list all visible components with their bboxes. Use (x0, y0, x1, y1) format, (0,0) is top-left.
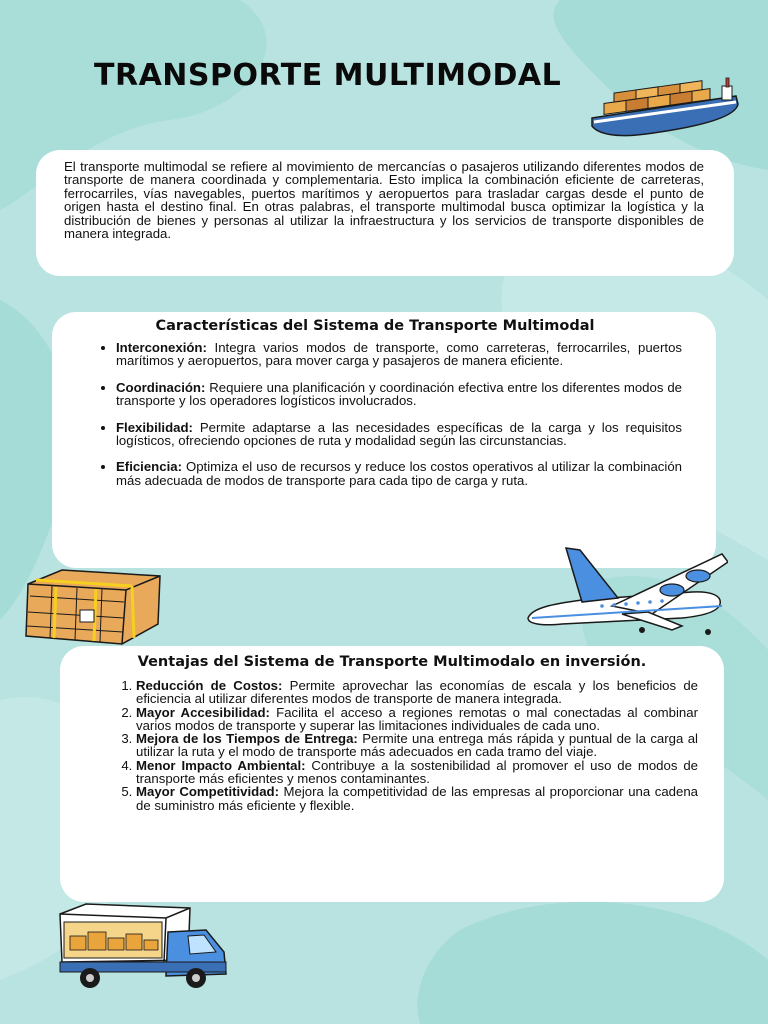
list-item (136, 732, 698, 759)
item-text: Permite una entrega más rápida y puntual de la carga al utilizar la ruta y el modo de transporte más adecuados en cada tramo del viaje. (136, 731, 698, 760)
characteristics-heading: Características del Sistema de Transporte Multimodal (155, 318, 595, 334)
list-item (116, 460, 682, 487)
item-term: Coordinación: (116, 379, 206, 395)
list-item (136, 706, 698, 733)
list-item (116, 421, 682, 448)
item-text: Mejora la competitividad de las empresas al proporcionar una cadena de suministro más eficiente y flexible. (136, 784, 698, 813)
list-item (136, 679, 698, 706)
wooden-crate-icon (22, 566, 164, 650)
item-term: Mayor Accesibilidad: (136, 704, 270, 720)
item-term: Mejora de los Tiempos de Entrega: (136, 731, 358, 747)
item-text: Permite aprovechar las economías de escala y los beneficios de eficiencia al utilizar diferentes modos de transporte de manera integrada. (136, 678, 698, 707)
item-text: Optimiza el uso de recursos y reduce los costos operativos al utilizar la combinación más adecuada de modos de transporte para cada tipo de carga y ruta. (116, 459, 682, 488)
item-term: Eficiencia: (116, 459, 182, 475)
item-term: Mayor Competitividad: (136, 784, 279, 800)
item-term: Menor Impacto Ambiental: (136, 757, 306, 773)
page-title: TRANSPORTE MULTIMODAL (94, 58, 562, 93)
advantages-heading: Ventajas del Sistema de Transporte Multimodalo en inversión. (137, 654, 647, 670)
advantages-card (60, 646, 724, 902)
characteristics-card (52, 312, 716, 568)
cargo-ship-icon (586, 76, 746, 140)
list-item (116, 381, 682, 408)
list-item (116, 341, 682, 368)
intro-card (36, 150, 734, 276)
item-text: Facilita el acceso a regiones remotas o mal conectadas al combinar varios modos de transporte y superar las limitaciones individuales de cada uno. (136, 704, 698, 733)
characteristics-list (98, 341, 682, 487)
item-term: Reducción de Costos: (136, 678, 283, 693)
item-text: Requiere una planificación y coordinación efectiva entre los diferentes modos de transporte y los operadores logísticos involucrados. (116, 379, 682, 409)
airplane-icon (522, 544, 728, 636)
item-text: Permite adaptarse a las necesidades específicas de la carga y los requisitos logísticos, ofreciendo opciones de ruta y modalidad según las circunstancias. (116, 419, 682, 449)
intro-text: El transporte multimodal se refiere al movimiento de mercancías o pasajeros utilizando diferentes modos de transporte de manera coordinada y complementaria. Esto implica la combinación eficiente de carreteras, ferrocarriles, vías navegables, puertos marítimos y aeropuertos para trasladar cargas desde el punto de origen hasta el destino final. En otras palabras, el transporte multimodal busca optimizar la logística y la distribución de bienes y personas al utilizar la infraestructura y los servicios de transporte disponibles de manera integrada. (64, 159, 704, 242)
list-item (136, 759, 698, 786)
item-term: Flexibilidad: (116, 419, 193, 435)
list-item (136, 785, 698, 812)
item-text: Integra varios modos de transporte, como carreteras, ferrocarriles, puertos marítimos y aeropuertos, para mover carga y pasajeros de manera eficiente. (116, 340, 682, 369)
delivery-truck-icon (56, 902, 232, 992)
advantages-list (118, 679, 698, 812)
item-term: Interconexión: (116, 340, 207, 355)
item-text: Contribuye a la sostenibilidad al promover el uso de modos de transporte más eficientes y menos contaminantes. (136, 757, 698, 787)
